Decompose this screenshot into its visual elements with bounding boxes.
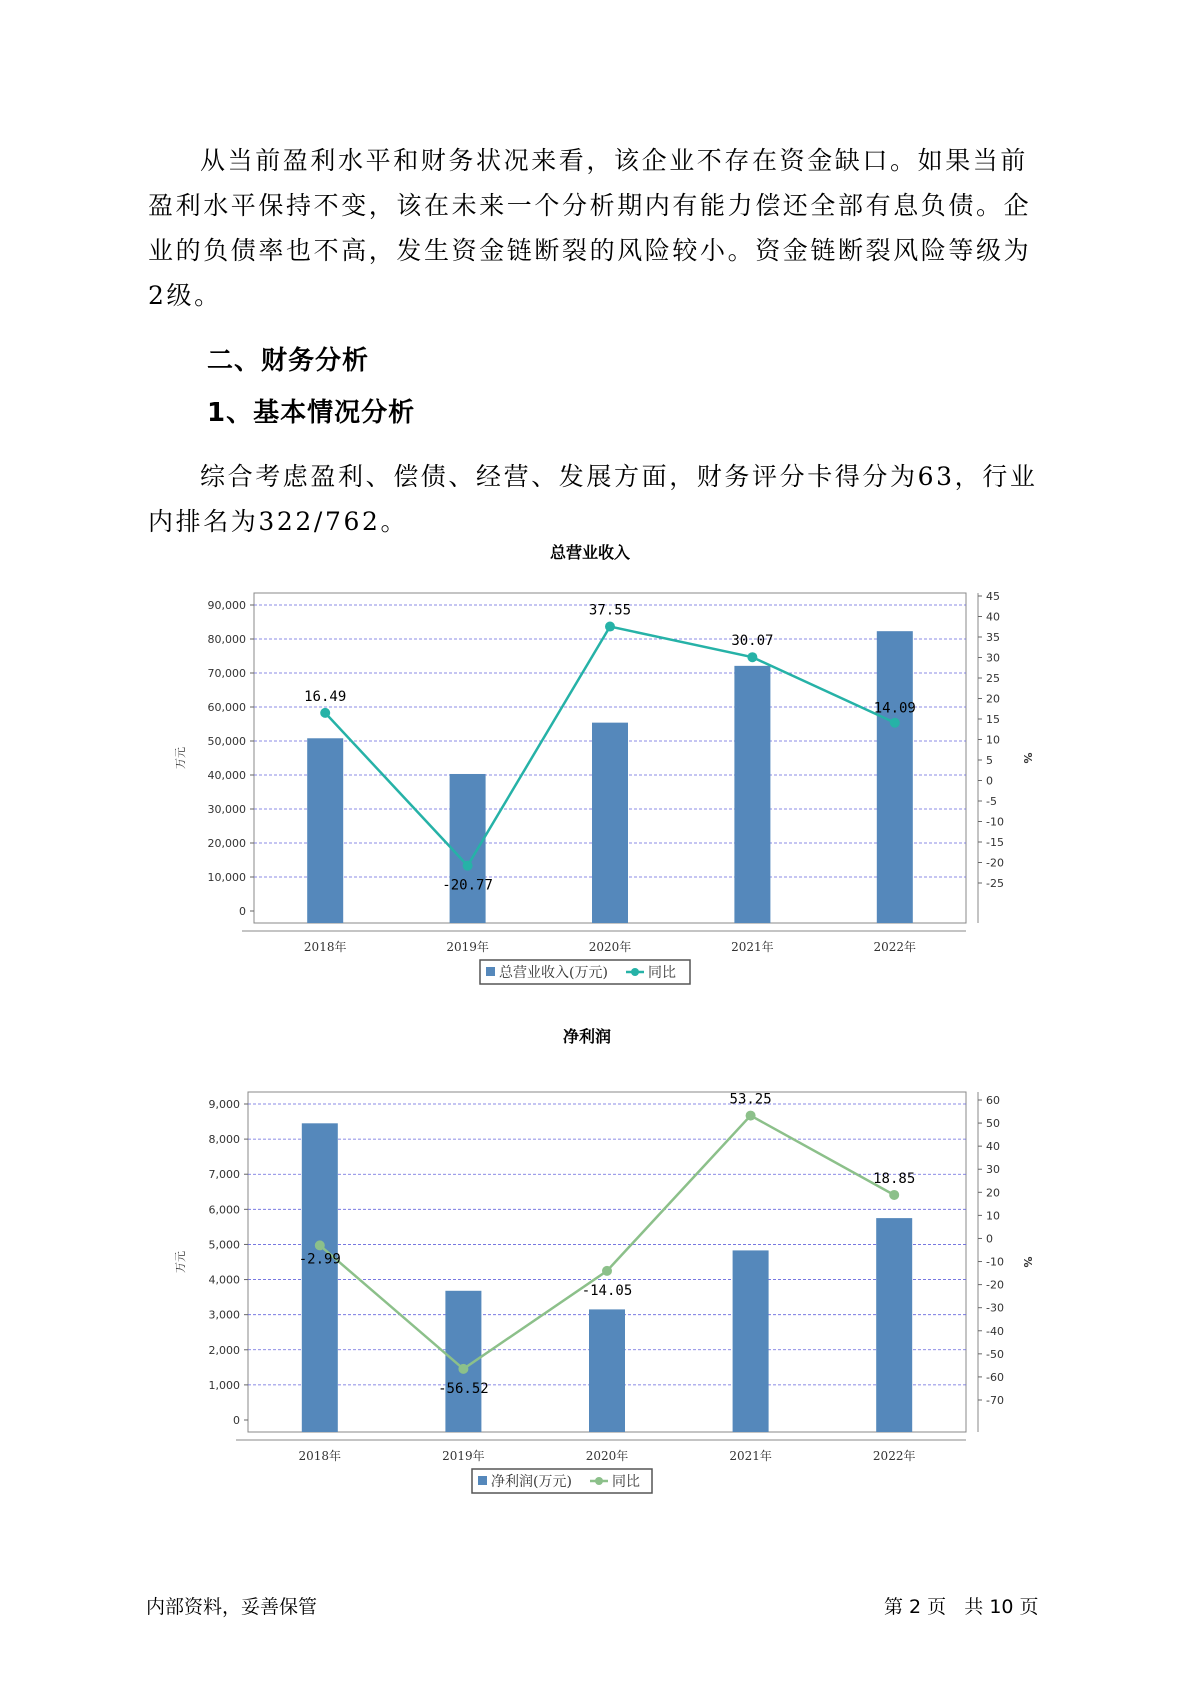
legend-line-marker [631,968,639,976]
legend-line-marker [595,1477,603,1485]
x-tick-label: 2020年 [588,940,632,954]
data-label: -56.52 [438,1380,489,1397]
y2-tick-label: 10 [986,733,1000,747]
chart-title: 总营业收入 [549,543,631,562]
chart-body [174,1027,1034,1493]
yoy-point [315,1240,325,1250]
data-label: -14.05 [581,1282,633,1299]
chart-body [174,543,1034,984]
x-tick-label: 2021年 [729,1449,772,1463]
y2-tick-label: 5 [986,754,993,767]
y-tick-label: 80,000 [207,633,246,646]
data-label: 30.07 [731,633,774,650]
y2-tick-label: -50 [986,1347,1004,1361]
x-tick-label: 2018年 [303,940,347,954]
net-profit-chart-svg [170,1026,1034,1490]
y2-tick-label: 20 [986,1186,1000,1200]
footer-confidential: 内部资料，妥善保管 [146,1596,318,1618]
y-tick-label: 8,000 [208,1133,240,1147]
y2-tick-label: 60 [986,1094,1000,1107]
x-tick-label: 2022年 [873,940,917,954]
y2-tick-label: 45 [986,590,1000,603]
bar [450,774,486,923]
legend-bar-swatch [486,967,495,976]
data-label: 18.85 [873,1170,916,1187]
y-axis-label: 万元 [174,1251,187,1273]
bar [307,738,343,923]
yoy-point [890,718,900,728]
y2-tick-label: -20 [986,1278,1004,1292]
yoy-point [458,1364,468,1374]
y-tick-label: 5,000 [208,1238,240,1252]
y2-tick-label: 50 [986,1117,1000,1131]
y2-tick-label: 20 [986,692,1000,706]
y-tick-label: 3,000 [208,1308,240,1322]
bar [589,1309,625,1432]
x-tick-label: 2022年 [872,1449,916,1463]
y2-tick-label: 40 [986,1140,1000,1154]
intro-paragraph [148,138,1048,318]
data-label: 16.49 [304,688,347,705]
y2-tick-label: 0 [986,1232,993,1246]
y2-tick-label: -70 [986,1394,1004,1407]
score-paragraph-text: 综合考虑盈利、偿债、经营、发展方面，财务评分卡得分为63，行业内排名为322/762。 [148,462,1038,536]
bar [592,723,628,923]
revenue-chart-svg [170,535,1034,995]
revenue-chart [170,535,1034,995]
y2-tick-label: 15 [986,713,1000,726]
bar [734,666,770,923]
y2-tick-label: 30 [986,1163,1000,1177]
y2-tick-label: -20 [986,856,1004,870]
x-tick-label: 2020年 [585,1449,629,1463]
y-tick-label: 50,000 [207,735,246,748]
yoy-point [320,708,330,718]
y2-tick-label: -10 [986,1255,1004,1269]
x-tick-label: 2019年 [442,1449,485,1463]
data-label: 14.09 [873,700,916,717]
yoy-point [602,1266,612,1276]
y2-tick-label: 10 [986,1209,1000,1223]
y-tick-label: 60,000 [207,701,246,714]
legend-bar-label: 总营业收入(万元) [499,965,608,981]
y-tick-label: 4,000 [208,1273,240,1287]
bar [876,1218,912,1432]
y2-tick-label: -5 [986,795,997,808]
y-tick-label: 6,000 [208,1203,240,1217]
data-label: -20.77 [442,877,493,894]
x-tick-label: 2019年 [446,940,489,954]
legend-bar-swatch [478,1476,487,1485]
y-tick-label: 90,000 [207,599,246,612]
legend-line-label: 同比 [612,1474,640,1490]
score-paragraph [148,454,1048,544]
y2-tick-label: 0 [986,774,993,788]
yoy-point [889,1190,899,1200]
y2-tick-label: -60 [986,1370,1004,1384]
y-tick-label: 30,000 [207,803,246,816]
legend-bar-label: 净利润(万元) [491,1474,572,1490]
section-heading: 二、财务分析 [207,346,370,376]
y2-tick-label: 35 [986,631,1000,644]
y-axis-label: 万元 [174,747,187,769]
y2-tick-label: -10 [986,815,1004,829]
yoy-point [746,1111,756,1121]
y2-tick-label: -25 [986,877,1004,890]
y-tick-label: 0 [233,1414,240,1427]
y2-tick-label: -30 [986,1301,1004,1315]
intro-paragraph-text: 从当前盈利水平和财务状况来看，该企业不存在资金缺口。如果当前盈利水平保持不变，该在未来一个分析期内有能力偿还全部有息负债。企业的负债率也不高，发生资金链断裂的风险较小。资金链断裂风险等级为2级。 [148,146,1032,310]
y-tick-label: 9,000 [208,1098,240,1111]
y-tick-label: 0 [239,905,246,918]
x-tick-label: 2018年 [298,1449,342,1463]
yoy-point [747,652,757,662]
net-profit-chart [170,1026,1034,1490]
y-tick-label: 10,000 [207,871,246,884]
y-tick-label: 70,000 [207,667,246,680]
chart-title: 净利润 [562,1027,612,1046]
y2-axis-label: % [1021,752,1034,764]
y-tick-label: 20,000 [207,837,246,850]
data-label: 37.55 [588,602,632,619]
data-label: 53.25 [729,1091,772,1108]
y2-tick-label: -40 [986,1324,1004,1338]
y2-tick-label: 30 [986,651,1000,665]
bar [302,1123,338,1432]
bar [733,1250,769,1432]
x-tick-label: 2021年 [731,940,774,954]
bar [877,631,913,923]
legend-line-label: 同比 [648,965,676,981]
y2-tick-label: 40 [986,610,1000,624]
y-tick-label: 1,000 [208,1378,240,1392]
y2-tick-label: -15 [986,836,1004,849]
y-tick-label: 7,000 [208,1168,240,1182]
yoy-point [605,622,615,632]
y-tick-label: 40,000 [207,769,246,782]
y2-axis-label: % [1021,1256,1034,1268]
subsection-heading: 1、基本情况分析 [207,398,416,428]
yoy-point [463,861,473,871]
data-label: -2.99 [298,1251,341,1268]
footer-page-number: 第 2 页 共 10 页 [884,1596,1039,1618]
y2-tick-label: 25 [986,672,1000,685]
y-tick-label: 2,000 [208,1343,240,1357]
